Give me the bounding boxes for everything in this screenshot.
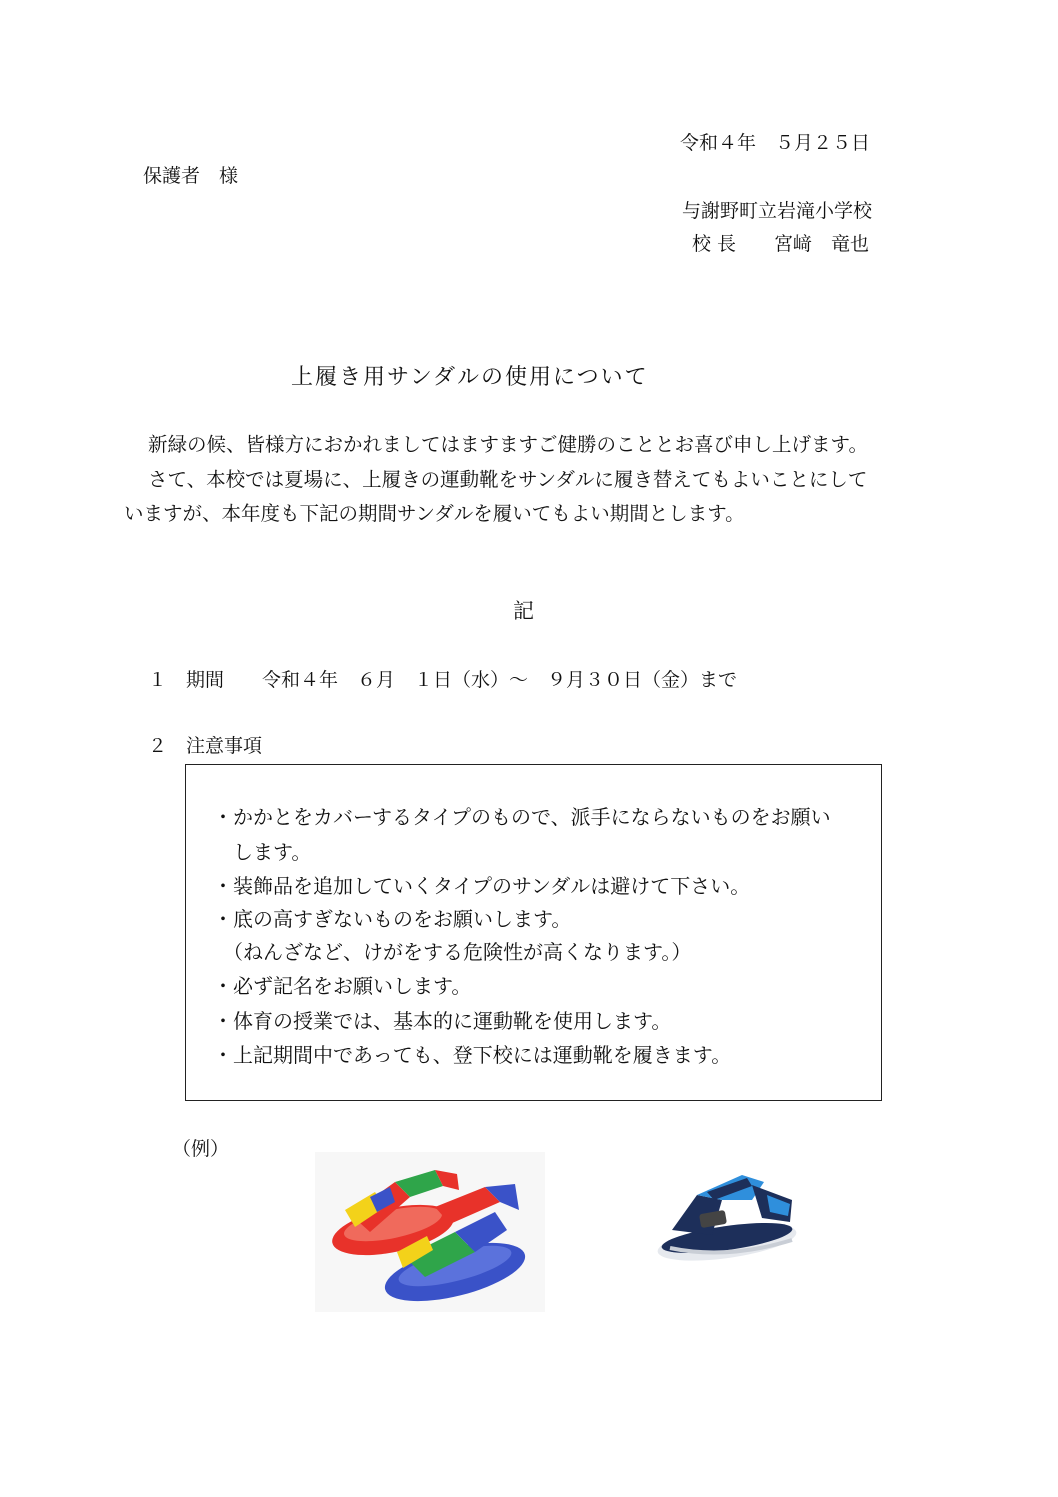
note-line: ・上記期間中であっても、登下校には運動靴を履きます。 xyxy=(213,1043,732,1067)
note-line: ・体育の授業では、基本的に運動靴を使用します。 xyxy=(213,1009,672,1033)
body-line-2: さて、本校では夏場に、上履きの運動靴をサンダルに履き替えてもよいことにして xyxy=(148,468,868,491)
note-line: （ねんざなど、けがをする危険性が高くなります。） xyxy=(213,940,692,964)
document-title: 上履き用サンダルの使用について xyxy=(291,365,649,390)
notes-heading: ２ 注意事項 xyxy=(148,735,263,757)
body-line-3: いますが、本年度も下記の期間サンダルを履いてもよい期間とします。 xyxy=(124,502,745,525)
recipient: 保護者 様 xyxy=(143,165,239,187)
ki-heading: 記 xyxy=(513,599,534,623)
note-line: ・底の高すぎないものをお願いします。 xyxy=(213,907,572,931)
school-name: 与謝野町立岩滝小学校 xyxy=(682,200,873,222)
note-line: ・必ず記名をお願いします。 xyxy=(213,974,472,998)
principal-name: 校 長 宮﨑 竜也 xyxy=(692,233,870,255)
colorful-sandals-image xyxy=(315,1152,545,1312)
navy-sandal-image xyxy=(652,1160,802,1270)
note-line: ・かかとをカバーするタイプのもので、派手にならないものをお願い xyxy=(213,805,831,829)
example-label: （例） xyxy=(172,1138,230,1160)
period-item: １ 期間 令和４年 ６月 １日（水）～ ９月３０日（金）まで xyxy=(148,669,738,691)
body-line-1: 新緑の候、皆様方におかれましてはますますご健勝のこととお喜び申し上げます。 xyxy=(148,433,868,456)
note-line: します。 xyxy=(213,840,312,864)
note-line: ・装飾品を追加していくタイプのサンダルは避けて下さい。 xyxy=(213,874,751,898)
date: 令和４年 ５月２５日 xyxy=(680,132,871,154)
